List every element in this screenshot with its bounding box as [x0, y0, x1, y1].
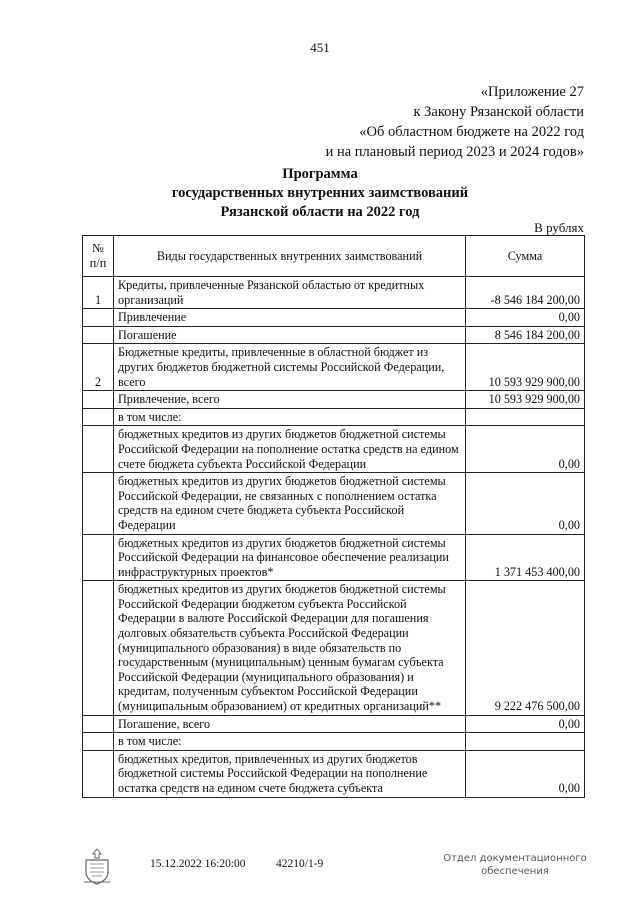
footer [80, 852, 590, 892]
row-sum: 0,00 [466, 473, 585, 534]
footer-code: 42210/1-9 [276, 858, 324, 870]
appendix-line: «Приложение 27 [480, 84, 584, 100]
table-row [83, 344, 585, 391]
page-number: 451 [310, 40, 330, 55]
row-number [83, 309, 114, 327]
table-row [83, 277, 585, 309]
row-description: Привлечение [114, 309, 466, 327]
title-line: Программа [282, 166, 358, 182]
row-description: в том числе: [114, 733, 466, 751]
header-number: № п/п [83, 236, 114, 277]
table-row [83, 534, 585, 581]
row-sum: 10 593 929 900,00 [466, 344, 585, 391]
row-sum: 0,00 [466, 309, 585, 327]
row-number: 2 [83, 344, 114, 391]
table-row [83, 715, 585, 733]
row-sum: -8 546 184 200,00 [466, 277, 585, 309]
title-line: государственных внутренних заимствований [171, 185, 469, 201]
row-description: бюджетных кредитов из других бюджетов бюджетной системы Российской Федерации, не связанных с пополнением остатка средств на едином счете бюджета субъекта Российской Федерации [114, 473, 466, 534]
table-body [83, 277, 585, 798]
row-description: бюджетных кредитов из других бюджетов бюджетной системы Российской Федерации на финансовое обеспечение реализации инфраструктурных проектов* [114, 534, 466, 581]
row-number [83, 581, 114, 715]
table-row [83, 473, 585, 534]
appendix-line: и на плановый период 2023 и 2024 годов» [325, 144, 584, 160]
row-sum: 0,00 [466, 750, 585, 797]
table-row [83, 391, 585, 409]
footer-office-stamp: Отдел документационного обеспечения [443, 853, 587, 877]
title-line: Рязанской области на 2022 год [220, 204, 420, 220]
appendix-header [326, 82, 584, 162]
row-description: Погашение, всего [114, 715, 466, 733]
table-row [83, 733, 585, 751]
row-number: 1 [83, 277, 114, 309]
table-row [83, 309, 585, 327]
row-number [83, 534, 114, 581]
units-label: В рублях [534, 220, 584, 235]
row-sum: 0,00 [466, 426, 585, 473]
document-title [60, 165, 580, 222]
row-description: бюджетных кредитов из других бюджетов бюджетной системы Российской Федерации на пополнение остатка средств на едином счете бюджета субъекта Российской Федерации [114, 426, 466, 473]
row-sum [466, 408, 585, 426]
row-sum: 0,00 [466, 715, 585, 733]
row-sum [466, 733, 585, 751]
table-row [83, 408, 585, 426]
row-sum: 9 222 476 500,00 [466, 581, 585, 715]
row-number [83, 408, 114, 426]
table-row [83, 581, 585, 715]
footer-date: 15.12.2022 16:20:00 [150, 858, 246, 870]
row-description: в том числе: [114, 408, 466, 426]
table-row [83, 750, 585, 797]
row-number [83, 750, 114, 797]
row-number [83, 326, 114, 344]
table-row [83, 326, 585, 344]
coat-of-arms-icon [80, 846, 114, 886]
row-number [83, 715, 114, 733]
row-number [83, 473, 114, 534]
row-number [83, 733, 114, 751]
row-description: бюджетных кредитов из других бюджетов бюджетной системы Российской Федерации бюджетом субъекта Российской Федерации в валюте Российской Федерации для погашения долговых обязательств субъекта Российской Федерации (муниципального образования) в виде обязательств по государственным (муниципальным) ценным бумагам субъекта Российской Федерации (муниципального образования) и кредитам, полученным субъектом Российской Федерации (муниципальным образованием) от кредитных организаций** [114, 581, 466, 715]
header-kind: Виды государственных внутренних заимствований [114, 236, 466, 277]
row-description: Привлечение, всего [114, 391, 466, 409]
row-description: бюджетных кредитов, привлеченных из других бюджетов бюджетной системы Российской Федерации на пополнение остатка средств на едином счете бюджета субъекта [114, 750, 466, 797]
borrowings-table [82, 235, 585, 798]
row-description: Погашение [114, 326, 466, 344]
row-number [83, 391, 114, 409]
row-description: Кредиты, привлеченные Рязанской областью от кредитных организаций [114, 277, 466, 309]
row-number [83, 426, 114, 473]
row-sum: 1 371 453 400,00 [466, 534, 585, 581]
appendix-line: к Закону Рязанской области [413, 104, 584, 120]
row-sum: 10 593 929 900,00 [466, 391, 585, 409]
row-sum: 8 546 184 200,00 [466, 326, 585, 344]
appendix-line: «Об областном бюджете на 2022 год [359, 124, 584, 140]
table-header-row [83, 236, 585, 277]
row-description: Бюджетные кредиты, привлеченные в областной бюджет из других бюджетов бюджетной системы Российской Федерации, всего [114, 344, 466, 391]
table-row [83, 426, 585, 473]
header-sum: Сумма [466, 236, 585, 277]
